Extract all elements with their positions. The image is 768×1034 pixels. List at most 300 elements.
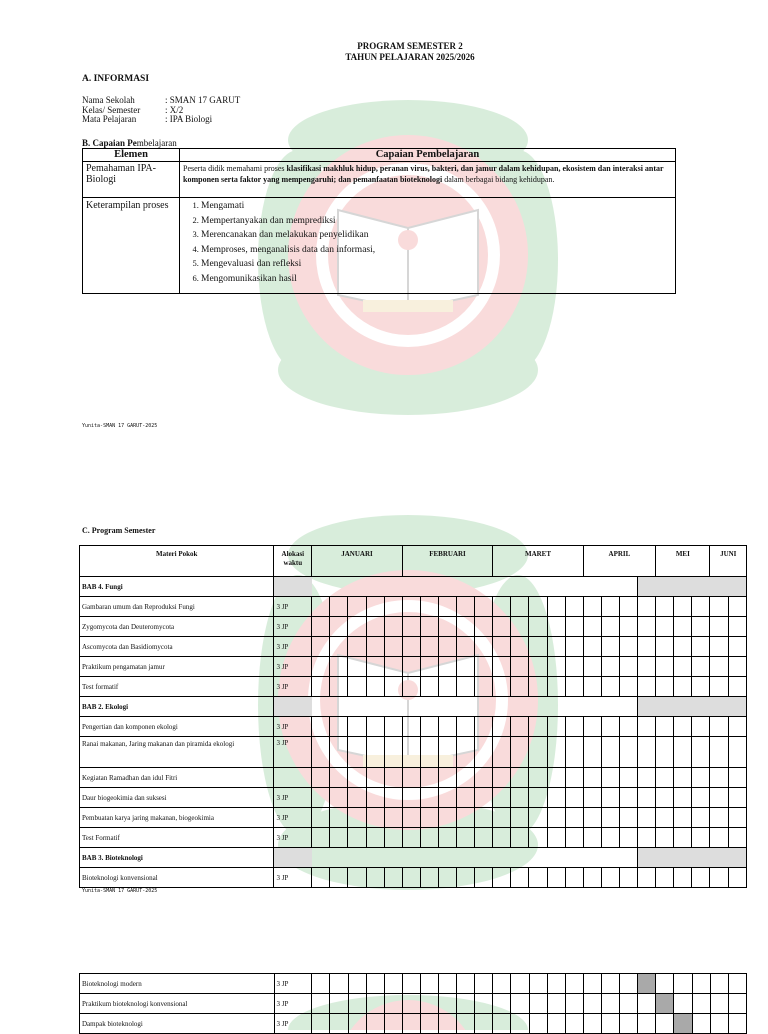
bab-shade-cell (274, 697, 312, 717)
week-cell (366, 657, 384, 677)
week-cell (692, 994, 710, 1014)
week-cell (674, 974, 692, 994)
week-cell (438, 657, 456, 677)
alokasi-cell: 3 JP (274, 1014, 312, 1034)
week-cell (692, 768, 710, 788)
week-cell (529, 974, 547, 994)
page-footer: Yunita-SMAN 17 GARUT-2025 (82, 423, 158, 429)
week-cell (710, 808, 728, 828)
week-cell (511, 974, 529, 994)
week-cell (601, 717, 619, 737)
week-cell (493, 597, 511, 617)
week-cell (402, 657, 420, 677)
week-cell (656, 828, 674, 848)
week-cell (330, 868, 348, 888)
week-cell (384, 994, 402, 1014)
week-cell (601, 597, 619, 617)
week-cell (475, 737, 493, 768)
week-cell (420, 717, 438, 737)
week-cell (475, 657, 493, 677)
week-cell (565, 974, 583, 994)
week-cell (710, 868, 728, 888)
week-cell (583, 768, 601, 788)
week-cell (402, 868, 420, 888)
week-cell (511, 737, 529, 768)
col-alokasi-waktu: Alokasi waktu (274, 546, 312, 577)
week-cell (710, 657, 728, 677)
info-block (82, 96, 240, 125)
table-row (80, 677, 747, 697)
table-row (80, 617, 747, 637)
week-cell (565, 868, 583, 888)
week-cell (619, 717, 637, 737)
week-cell (565, 737, 583, 768)
week-cell (366, 868, 384, 888)
month-header: JANUARI (312, 546, 403, 577)
week-cell (728, 974, 746, 994)
capaian-pemahaman: Peserta didik memahami proses klasifikasi makhluk hidup, peranan virus, bakteri, dan jamur dalam kehidupan, ekosistem dan interaksi antar komponen serta faktor yang mempengaruhi; dan pemanfaatan bioteknologi dalam berbagai bidang kehidupan. (180, 162, 676, 198)
week-cell (457, 788, 475, 808)
week-cell (583, 828, 601, 848)
week-cell (475, 868, 493, 888)
week-cell (384, 868, 402, 888)
week-cell (457, 828, 475, 848)
section-informasi-heading: A. INFORMASI (82, 74, 150, 84)
week-cell (348, 994, 366, 1014)
table-row (80, 597, 747, 617)
list-item: 4. Memproses, menganalisis data dan informasi, (201, 243, 672, 258)
materi-cell: Bioteknologi modern (80, 974, 275, 994)
week-cell (601, 808, 619, 828)
keterampilan-list (183, 199, 672, 286)
week-cell (457, 657, 475, 677)
chapter-row (80, 697, 747, 717)
page-footer-2: Yunita-SMAN 17 GARUT-2025 (82, 888, 158, 894)
week-cell (366, 677, 384, 697)
week-cell (601, 617, 619, 637)
week-cell (511, 617, 529, 637)
program-semester-table (79, 545, 747, 888)
week-cell (656, 768, 674, 788)
week-cell (656, 657, 674, 677)
alokasi-cell: 3 JP (274, 868, 312, 888)
week-cell (638, 617, 656, 637)
week-cell (529, 597, 547, 617)
week-cell (420, 637, 438, 657)
week-cell (493, 994, 511, 1014)
week-cell (439, 994, 457, 1014)
week-cell (583, 994, 601, 1014)
week-cell (420, 737, 438, 768)
week-cell (438, 597, 456, 617)
week-cell (348, 657, 366, 677)
month-header: JUNI (710, 546, 747, 577)
week-cell (438, 617, 456, 637)
week-cell (511, 828, 529, 848)
week-cell (330, 974, 348, 994)
week-cell (475, 788, 493, 808)
week-cell (547, 617, 565, 637)
materi-cell: Ranai makanan, Jaring makanan dan piramida ekologi (80, 737, 274, 768)
info-row: Kelas/ Semester : X/2 (82, 104, 184, 115)
month-header: APRIL (583, 546, 655, 577)
week-cell (619, 597, 637, 617)
week-cell (384, 768, 402, 788)
week-cell (547, 597, 565, 617)
week-cell (674, 768, 692, 788)
week-cell (619, 657, 637, 677)
week-cell (402, 768, 420, 788)
week-cell (692, 597, 710, 617)
week-cell (728, 768, 746, 788)
week-cell (420, 828, 438, 848)
week-cell (384, 717, 402, 737)
chapter-row (80, 577, 747, 597)
week-cell (619, 617, 637, 637)
week-cell (728, 637, 746, 657)
week-cell (583, 737, 601, 768)
week-cell (493, 677, 511, 697)
week-cell (402, 617, 420, 637)
week-cell (547, 828, 565, 848)
table-row (80, 788, 747, 808)
alokasi-cell: 3 JP (274, 677, 312, 697)
bab-shade-cell (274, 577, 312, 597)
week-cell (565, 617, 583, 637)
week-cell (601, 657, 619, 677)
week-cell (438, 737, 456, 768)
week-cell (493, 808, 511, 828)
week-cell (330, 617, 348, 637)
week-cell (475, 717, 493, 737)
alokasi-cell: 3 JP (274, 828, 312, 848)
week-cell (583, 597, 601, 617)
week-cell (638, 974, 656, 994)
week-cell (565, 657, 583, 677)
week-cell (420, 617, 438, 637)
week-cell (493, 637, 511, 657)
week-cell (438, 637, 456, 657)
table-row (80, 637, 747, 657)
week-cell (728, 788, 746, 808)
alokasi-cell: 3 JP (274, 737, 312, 768)
week-cell (457, 637, 475, 657)
week-cell (384, 788, 402, 808)
week-cell (547, 717, 565, 737)
week-cell (366, 768, 384, 788)
week-cell (692, 637, 710, 657)
list-item: 5. Mengevaluasi dan refleksi (201, 257, 672, 272)
materi-cell: BAB 3. Bioteknologi (80, 848, 274, 868)
week-cell (511, 597, 529, 617)
week-cell (674, 677, 692, 697)
week-cell (348, 717, 366, 737)
week-cell (402, 717, 420, 737)
week-cell (728, 994, 746, 1014)
week-cell (638, 717, 656, 737)
week-cell (529, 657, 547, 677)
week-cell (674, 637, 692, 657)
week-cell (710, 828, 728, 848)
week-cell (583, 657, 601, 677)
week-cell (348, 868, 366, 888)
bab-blank-cell (312, 577, 638, 597)
week-cell (583, 677, 601, 697)
week-cell (420, 974, 438, 994)
week-cell (457, 597, 475, 617)
week-cell (529, 737, 547, 768)
week-cell (728, 868, 746, 888)
materi-cell: Dampak bioteknologi (80, 1014, 275, 1034)
week-cell (420, 808, 438, 828)
week-cell (565, 788, 583, 808)
table-row (80, 974, 747, 994)
week-cell (312, 808, 330, 828)
week-cell (402, 788, 420, 808)
week-cell (547, 788, 565, 808)
week-cell (583, 868, 601, 888)
week-cell (330, 717, 348, 737)
week-cell (547, 737, 565, 768)
bab-shade-cell (274, 848, 312, 868)
week-cell (692, 868, 710, 888)
week-cell (457, 677, 475, 697)
week-cell (620, 994, 638, 1014)
week-cell (457, 994, 475, 1014)
week-cell (656, 868, 674, 888)
week-cell (638, 737, 656, 768)
col-capaian: Capaian Pembelajaran (180, 149, 676, 162)
week-cell (728, 657, 746, 677)
week-cell (565, 677, 583, 697)
section-program-heading: C. Program Semester (82, 526, 156, 535)
materi-cell: Praktikum bioteknologi konvensional (80, 994, 275, 1014)
week-cell (710, 677, 728, 697)
week-cell (312, 677, 330, 697)
week-cell (547, 657, 565, 677)
week-cell (601, 768, 619, 788)
week-cell (493, 974, 511, 994)
table-row (80, 737, 747, 768)
week-cell (384, 808, 402, 828)
week-cell (493, 717, 511, 737)
alokasi-cell: 3 JP (274, 597, 312, 617)
week-cell (312, 788, 330, 808)
week-cell (330, 737, 348, 768)
week-cell (475, 974, 493, 994)
materi-cell: Test formatif (80, 677, 274, 697)
week-cell (402, 994, 420, 1014)
table-row (80, 657, 747, 677)
week-cell (619, 677, 637, 697)
week-cell (475, 637, 493, 657)
week-cell (638, 677, 656, 697)
week-cell (638, 828, 656, 848)
table-row (80, 994, 747, 1014)
materi-cell: Praktikum pengamatan jamur (80, 657, 274, 677)
week-cell (312, 617, 330, 637)
week-cell (348, 637, 366, 657)
week-cell (312, 717, 330, 737)
week-cell (529, 717, 547, 737)
week-cell (529, 768, 547, 788)
week-cell (547, 994, 565, 1014)
week-cell (457, 808, 475, 828)
week-cell (330, 657, 348, 677)
week-cell (656, 808, 674, 828)
week-cell (547, 808, 565, 828)
week-cell (692, 677, 710, 697)
week-cell (438, 828, 456, 848)
week-cell (529, 808, 547, 828)
week-cell (384, 974, 402, 994)
week-cell (638, 788, 656, 808)
week-cell (529, 617, 547, 637)
week-cell (420, 788, 438, 808)
week-cell (692, 717, 710, 737)
week-cell (565, 637, 583, 657)
list-item: 2. Mempertanyakan dan memprediksi (201, 214, 672, 229)
alokasi-cell: 3 JP (274, 717, 312, 737)
week-cell (619, 637, 637, 657)
week-cell (710, 617, 728, 637)
program-semester-table-continued (79, 973, 747, 1034)
week-cell (656, 617, 674, 637)
week-cell (348, 677, 366, 697)
week-cell (728, 828, 746, 848)
week-cell (493, 768, 511, 788)
week-cell (457, 974, 475, 994)
week-cell (674, 868, 692, 888)
week-cell (565, 994, 583, 1014)
week-cell (674, 788, 692, 808)
bab-blank-cell (312, 697, 638, 717)
alokasi-cell (274, 768, 312, 788)
week-cell (457, 717, 475, 737)
week-cell (493, 617, 511, 637)
month-header: MEI (656, 546, 710, 577)
week-cell (601, 788, 619, 808)
week-cell (638, 657, 656, 677)
info-row: Nama Sekolah : SMAN 17 GARUT (82, 95, 241, 105)
week-cell (330, 808, 348, 828)
week-cell (420, 868, 438, 888)
chapter-row (80, 848, 747, 868)
week-cell (565, 768, 583, 788)
week-cell (511, 657, 529, 677)
week-cell (619, 788, 637, 808)
bab-shade-cell (638, 697, 747, 717)
week-cell (529, 788, 547, 808)
week-cell (330, 637, 348, 657)
week-cell (638, 994, 656, 1014)
week-cell (384, 637, 402, 657)
alokasi-cell: 3 JP (274, 994, 312, 1014)
week-cell (330, 677, 348, 697)
capaian-keterampilan (180, 198, 676, 294)
week-cell (692, 737, 710, 768)
week-cell (529, 637, 547, 657)
month-header: MARET (493, 546, 583, 577)
week-cell (438, 717, 456, 737)
week-cell (384, 597, 402, 617)
week-cell (475, 597, 493, 617)
week-cell (384, 677, 402, 697)
week-cell (529, 994, 547, 1014)
week-cell (312, 974, 330, 994)
bab-shade-cell (638, 848, 747, 868)
week-cell (565, 597, 583, 617)
week-cell (656, 637, 674, 657)
week-cell (728, 717, 746, 737)
week-cell (692, 617, 710, 637)
week-cell (583, 974, 601, 994)
week-cell (511, 768, 529, 788)
week-cell (348, 974, 366, 994)
week-cell (330, 788, 348, 808)
week-cell (583, 788, 601, 808)
week-cell (692, 788, 710, 808)
week-cell (493, 788, 511, 808)
week-cell (710, 597, 728, 617)
week-cell (420, 677, 438, 697)
week-cell (348, 737, 366, 768)
week-cell (493, 657, 511, 677)
week-cell (728, 597, 746, 617)
week-cell (384, 828, 402, 848)
week-cell (384, 617, 402, 637)
week-cell (602, 974, 620, 994)
week-cell (656, 597, 674, 617)
week-cell (439, 974, 457, 994)
week-cell (638, 768, 656, 788)
week-cell (583, 808, 601, 828)
week-cell (511, 677, 529, 697)
week-cell (402, 677, 420, 697)
week-cell (493, 868, 511, 888)
week-cell (348, 768, 366, 788)
materi-cell: Kegiatan Ramadhan dan idul Fitri (80, 768, 274, 788)
week-cell (511, 868, 529, 888)
materi-cell: BAB 2. Ekologi (80, 697, 274, 717)
week-cell (312, 597, 330, 617)
alokasi-cell: 3 JP (274, 657, 312, 677)
list-item: 6. Mengomunikasikan hasil (201, 272, 672, 287)
week-cell (457, 617, 475, 637)
table-row (80, 868, 747, 888)
week-cell (420, 768, 438, 788)
week-cell (402, 737, 420, 768)
week-cell (330, 597, 348, 617)
week-cell (601, 677, 619, 697)
week-cell (602, 994, 620, 1014)
alokasi-cell: 3 JP (274, 974, 312, 994)
week-cell (674, 828, 692, 848)
week-cell (402, 597, 420, 617)
week-cell (348, 828, 366, 848)
week-cell (529, 868, 547, 888)
week-cell (692, 808, 710, 828)
materi-cell: Daur biogeokimia dan suksesi (80, 788, 274, 808)
materi-cell: Ascomycota dan Basidiomycota (80, 637, 274, 657)
week-cell (674, 737, 692, 768)
week-cell (420, 597, 438, 617)
week-cell (366, 617, 384, 637)
week-cell (366, 828, 384, 848)
week-cell (656, 737, 674, 768)
materi-cell: Bioteknologi konvensional (80, 868, 274, 888)
week-cell (601, 828, 619, 848)
